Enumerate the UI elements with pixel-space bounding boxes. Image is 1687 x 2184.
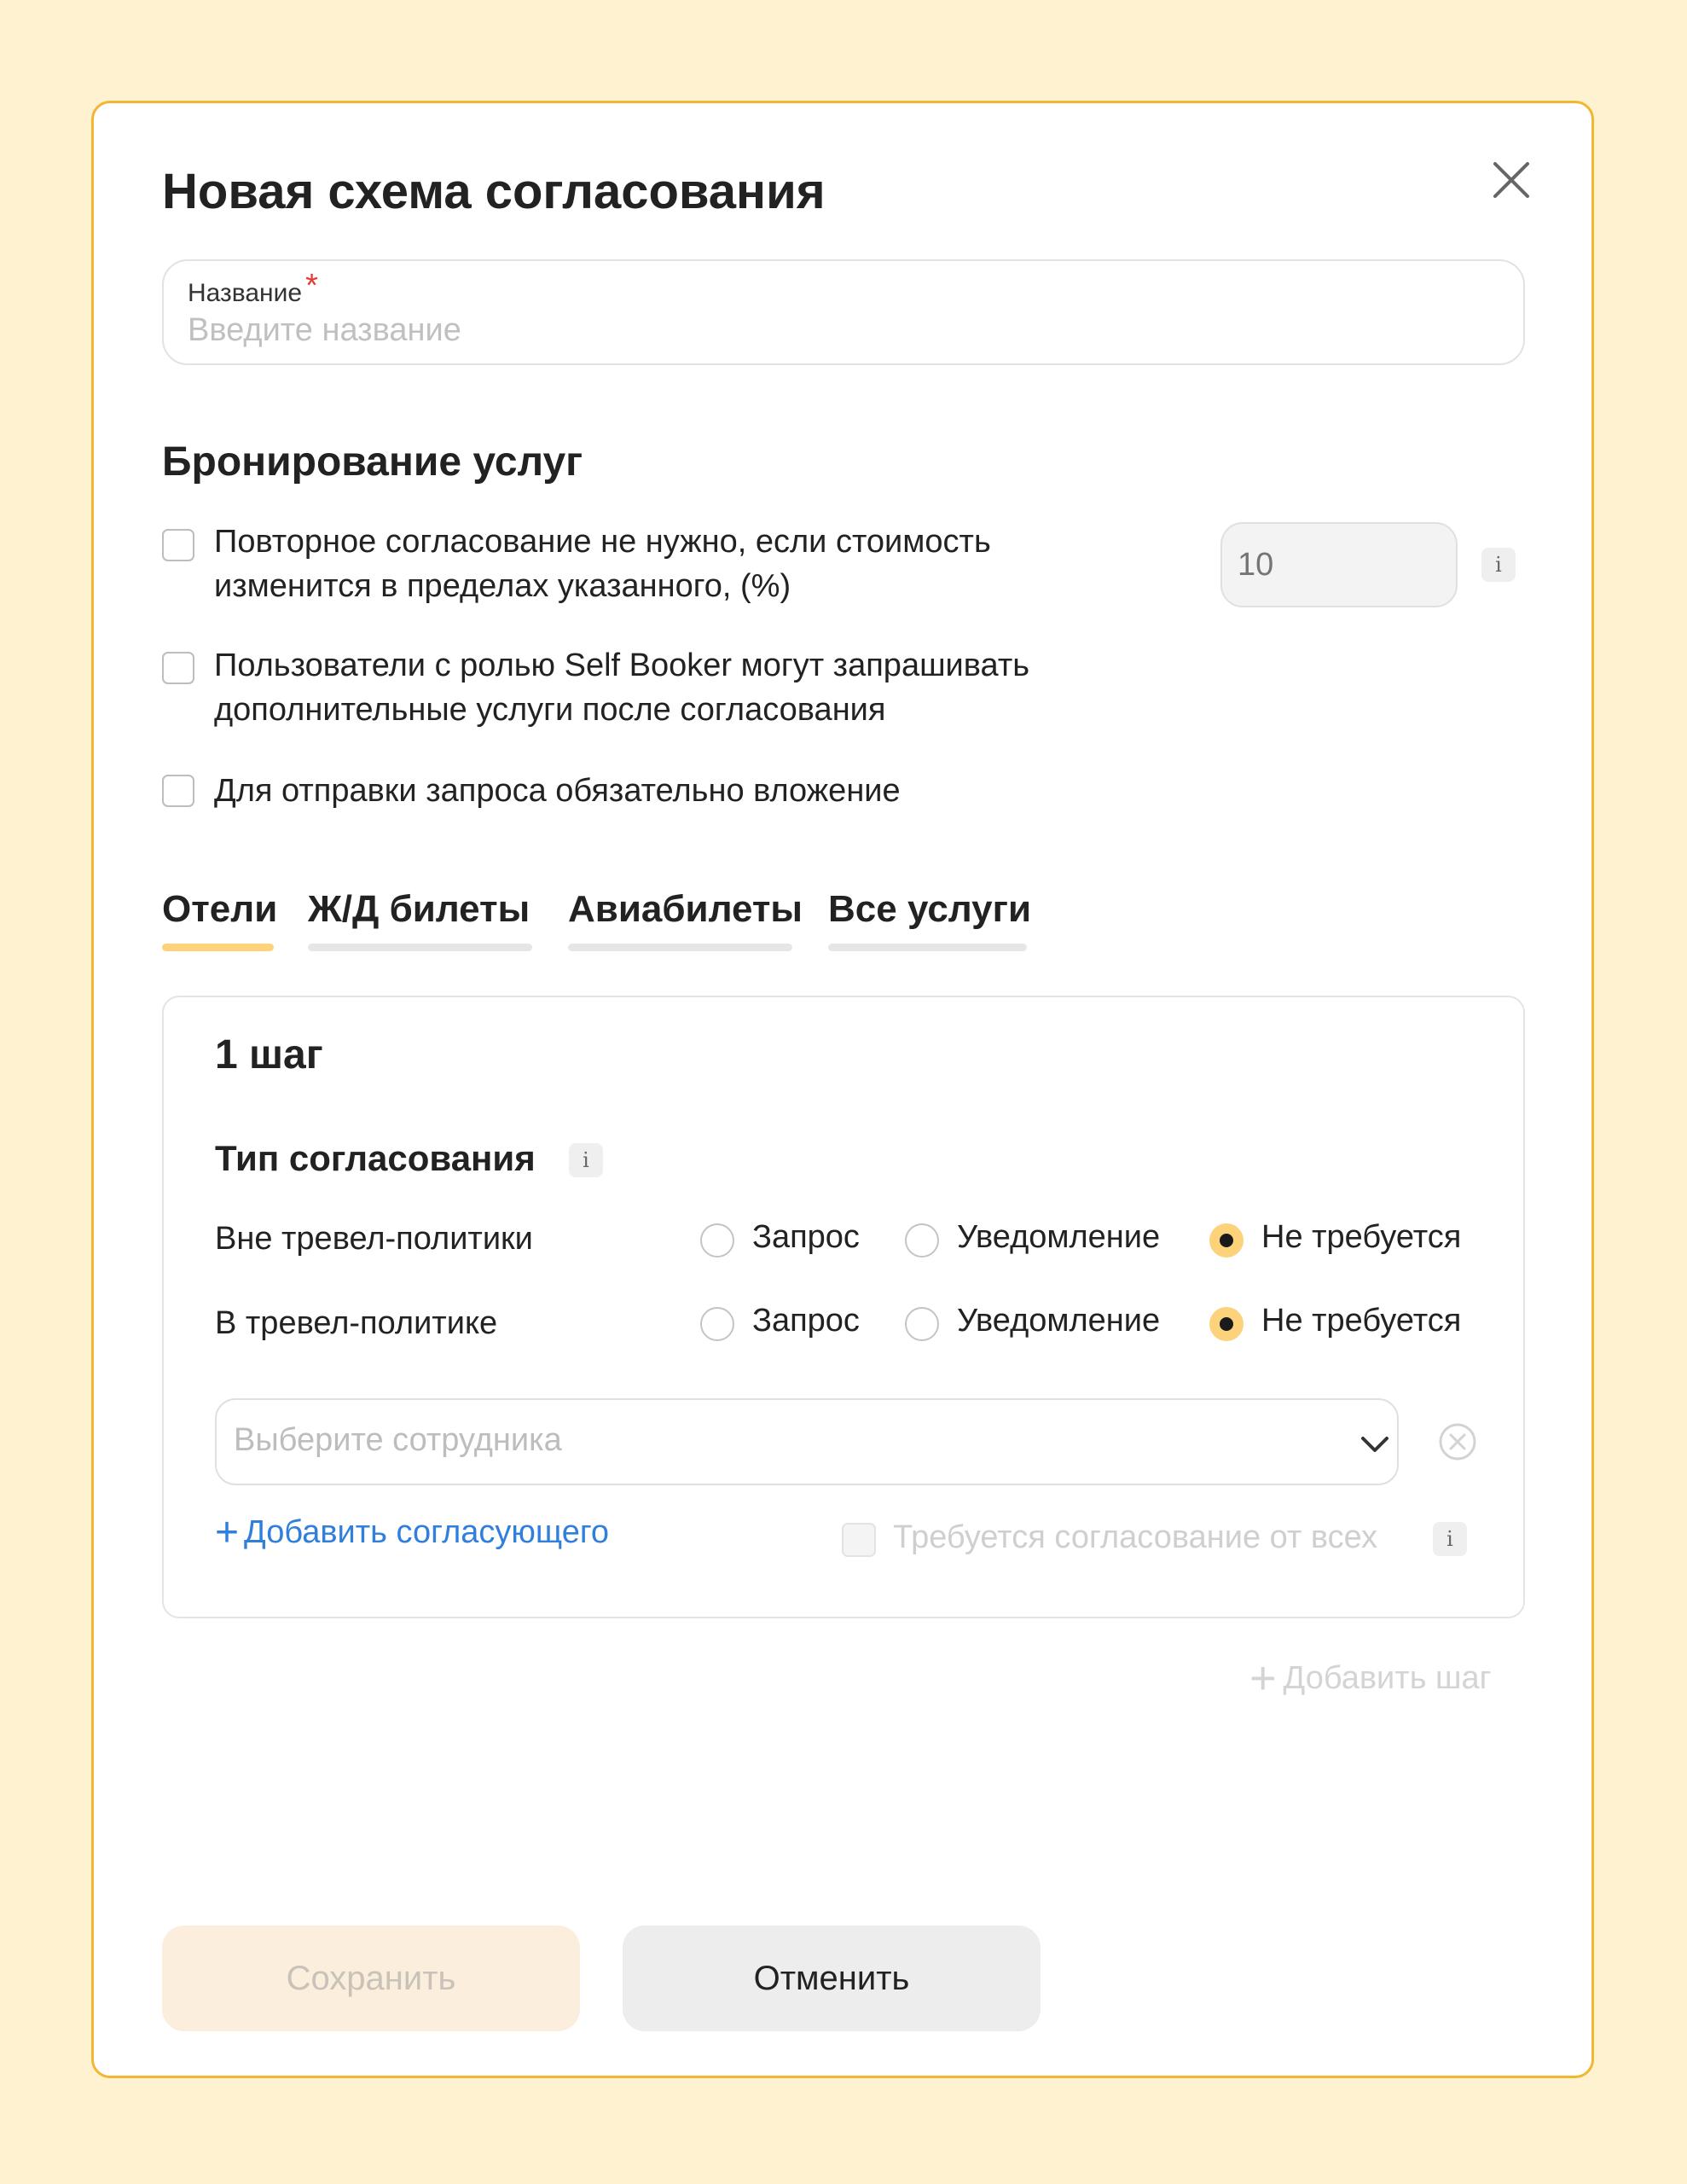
add-approver-label: Добавить согласующего	[244, 1514, 610, 1550]
name-input[interactable]	[188, 309, 1467, 351]
approval-type-title: Тип согласования	[215, 1138, 536, 1178]
required-mark: *	[305, 268, 318, 304]
require-all-label: Требуется согласование от всех	[893, 1519, 1377, 1555]
row-label-outside-policy: Вне тревел-политики	[215, 1221, 533, 1257]
attachment-required-checkbox[interactable]	[162, 775, 194, 807]
radio-in-notification-label: Уведомление	[957, 1303, 1161, 1339]
clear-circle-icon[interactable]	[1438, 1422, 1477, 1461]
radio-outside-not-required-label: Не требуется	[1261, 1219, 1462, 1255]
approval-scheme-modal	[91, 101, 1594, 2078]
radio-in-not-required[interactable]	[1209, 1307, 1244, 1341]
employee-select-placeholder: Выберите сотрудника	[234, 1422, 562, 1458]
attachment-required-label: Для отправки запроса обязательно вложение	[214, 773, 901, 809]
reapproval-label: Повторное согласование не нужно, если стоимость изменится в пределах указанного, (%)	[214, 524, 991, 604]
require-all-info-icon[interactable]: i	[1433, 1522, 1467, 1556]
reapproval-checkbox[interactable]	[162, 529, 194, 561]
self-booker-label: Пользователи с ролью Self Booker могут запрашивать дополнительные услуги после согласования	[214, 648, 1030, 728]
tab-hotels[interactable]: Отели	[162, 888, 278, 930]
radio-outside-not-required[interactable]	[1209, 1223, 1244, 1258]
close-icon[interactable]	[1487, 156, 1535, 204]
name-field-label	[188, 268, 318, 310]
radio-in-request-label: Запрос	[752, 1303, 860, 1339]
name-label-text: Название	[188, 279, 303, 307]
info-icon[interactable]: i	[1481, 548, 1516, 582]
tab-train-tickets[interactable]: Ж/Д билеты	[308, 888, 530, 930]
tab-air-tickets[interactable]: Авиабилеты	[568, 888, 803, 930]
tab-train-tickets-indicator	[308, 944, 532, 951]
tab-air-tickets-indicator	[568, 944, 792, 951]
tab-all-services[interactable]: Все услуги	[828, 888, 1032, 930]
approval-type-info-icon[interactable]: i	[569, 1143, 603, 1177]
modal-title: Новая схема согласования	[162, 164, 826, 219]
employee-select[interactable]	[215, 1398, 1399, 1485]
percent-input[interactable]	[1220, 522, 1458, 607]
plus-icon: +	[215, 1510, 240, 1555]
row-label-in-policy: В тревел-политике	[215, 1305, 498, 1341]
radio-in-not-required-label: Не требуется	[1261, 1303, 1462, 1339]
cancel-button[interactable]: Отменить	[623, 1926, 1041, 2031]
save-button[interactable]: Сохранить	[162, 1926, 580, 2031]
radio-outside-notification-label: Уведомление	[957, 1219, 1161, 1255]
self-booker-checkbox[interactable]	[162, 652, 194, 684]
step-title: 1 шаг	[215, 1032, 323, 1077]
tab-hotels-indicator	[162, 944, 274, 951]
radio-outside-request[interactable]	[700, 1223, 734, 1258]
name-field[interactable]	[162, 259, 1525, 365]
radio-in-request[interactable]	[700, 1307, 734, 1341]
section-title-booking: Бронирование услуг	[162, 439, 583, 485]
require-all-checkbox[interactable]	[842, 1523, 876, 1557]
radio-outside-notification[interactable]	[905, 1223, 939, 1258]
add-step-button[interactable]	[1249, 1652, 1492, 1705]
step-card	[162, 996, 1525, 1618]
radio-in-notification[interactable]	[905, 1307, 939, 1341]
tab-all-services-indicator	[828, 944, 1027, 951]
radio-outside-request-label: Запрос	[752, 1219, 860, 1255]
add-approver-button[interactable]	[215, 1509, 609, 1556]
plus-icon: +	[1249, 1653, 1277, 1704]
chevron-down-icon	[1358, 1427, 1392, 1461]
add-step-label: Добавить шаг	[1283, 1659, 1492, 1696]
